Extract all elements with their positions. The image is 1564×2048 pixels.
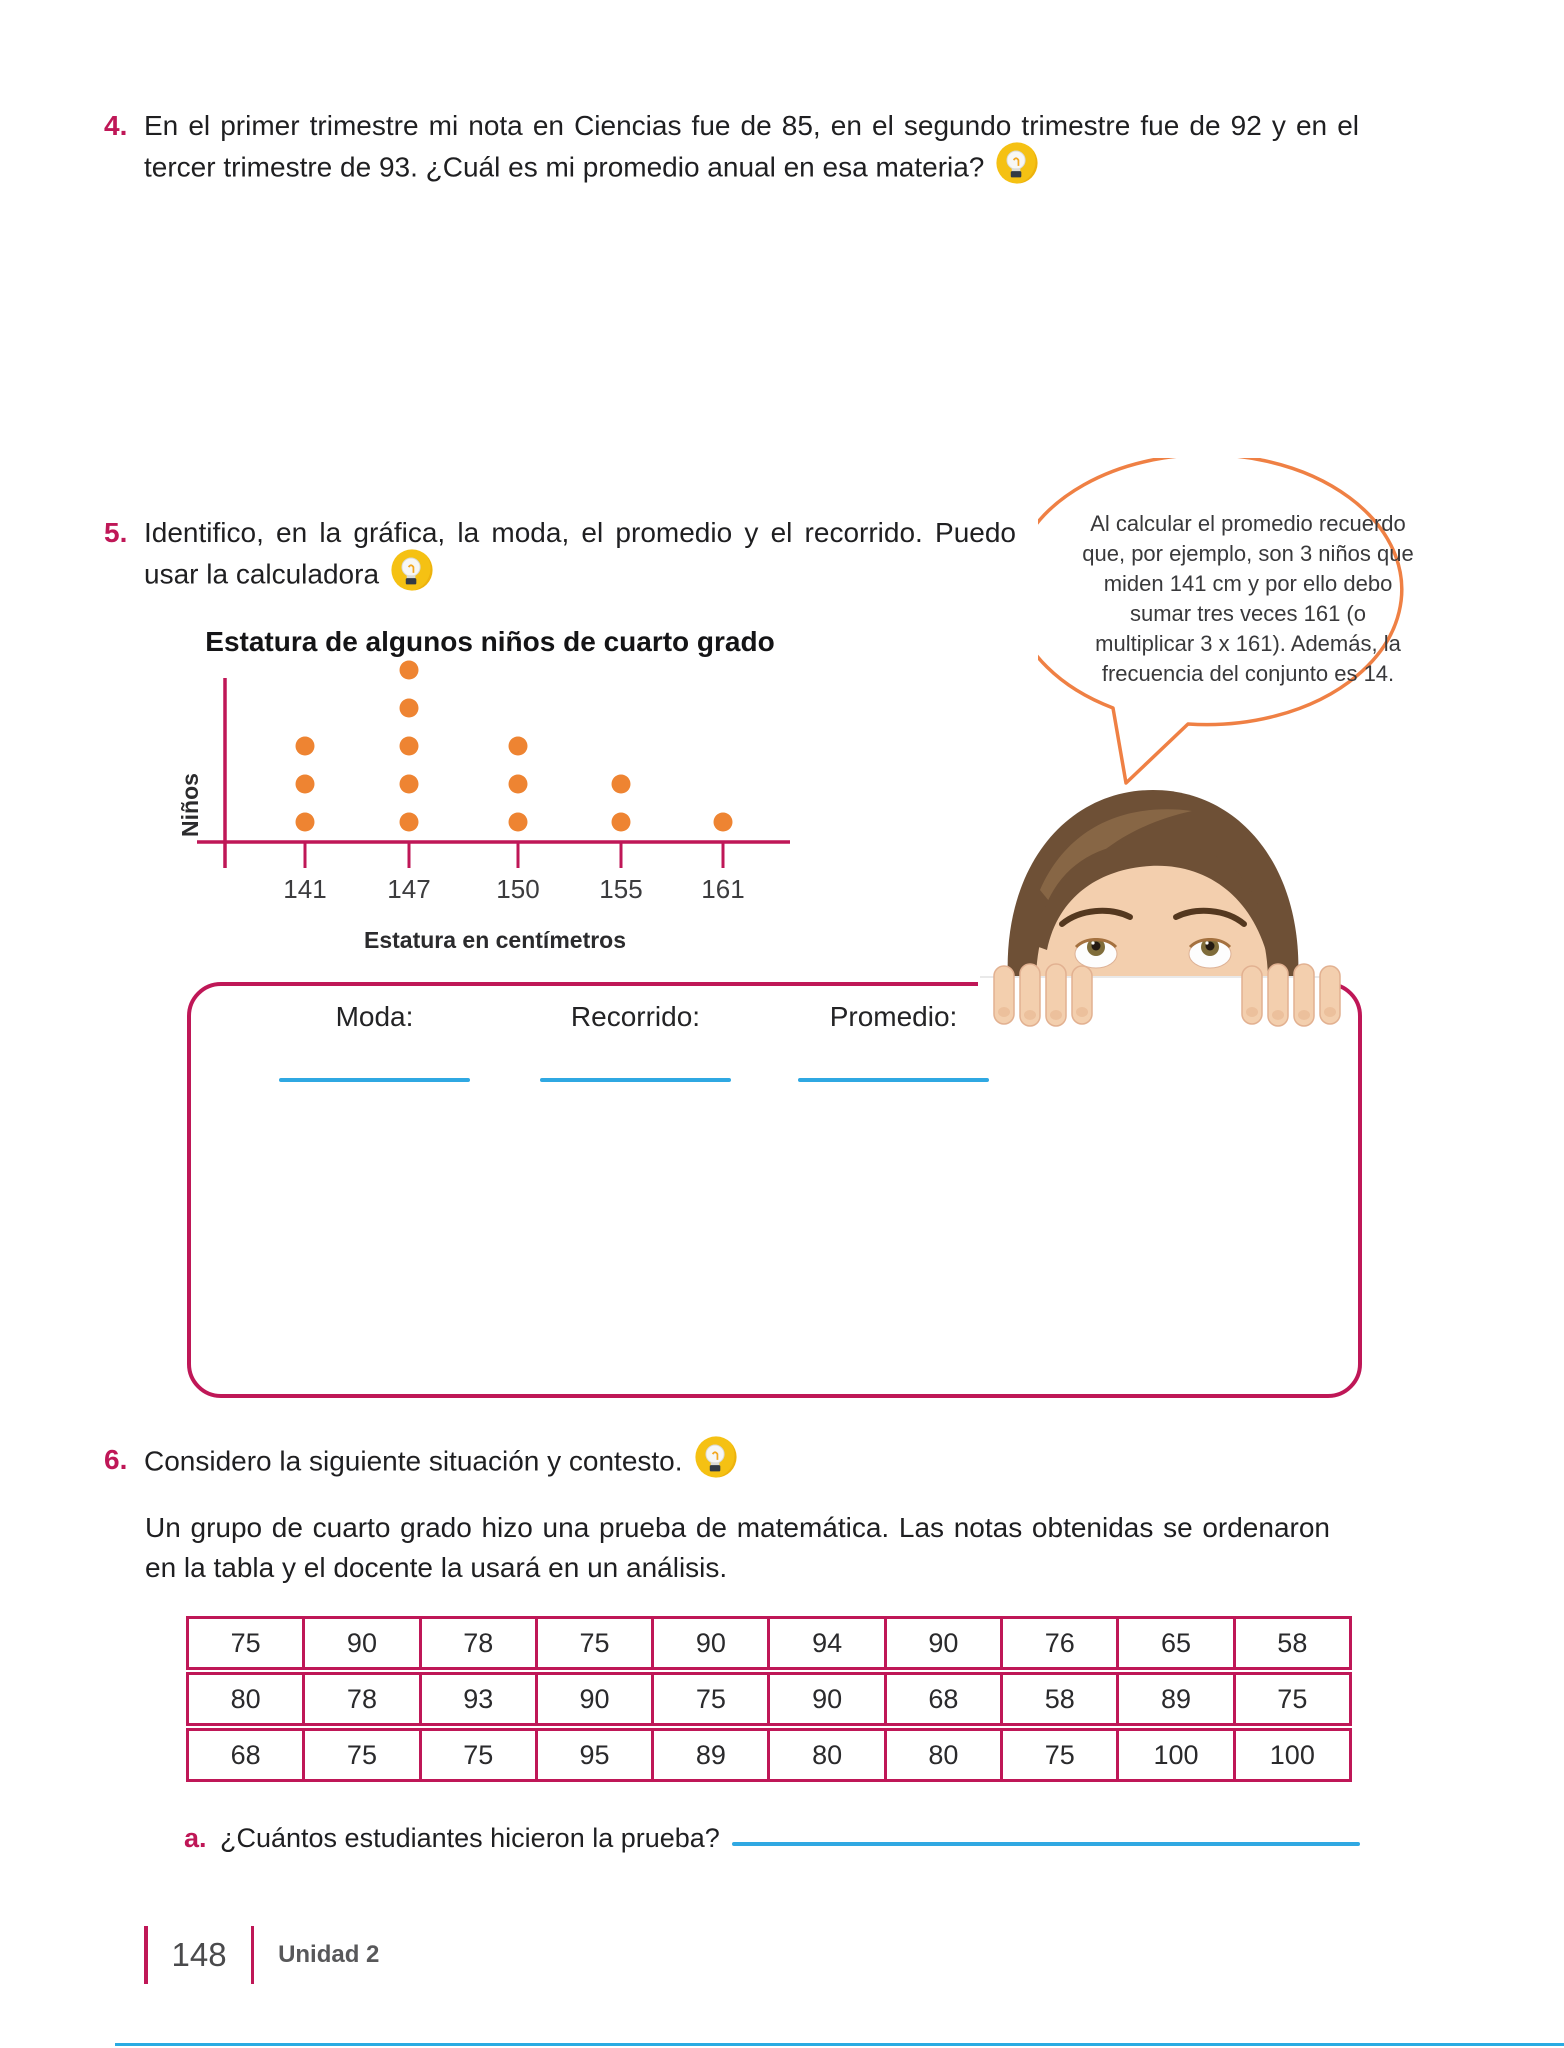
score-cell: 89 — [1119, 1675, 1235, 1723]
score-cell: 78 — [422, 1619, 538, 1667]
lightbulb-icon — [693, 1434, 739, 1480]
answer-line[interactable] — [279, 1078, 470, 1082]
question-4-text: En el primer trimestre mi nota en Ciencias fue de 85, en el segundo trimestre fue de 92 y en el tercer trimestre de 93. ¿Cuál es mi promedio anual en esa materia? — [144, 106, 1359, 192]
x-tick-label: 150 — [496, 874, 540, 904]
page-number: 148 — [171, 1936, 227, 1973]
question-6 — [104, 1440, 1404, 1486]
score-cell: 58 — [1277, 1628, 1308, 1658]
score-cell: 80 — [189, 1675, 305, 1723]
score-cell: 78 — [305, 1675, 421, 1723]
question-6-number: 6. — [104, 1444, 128, 1475]
question-6-text: Considero la siguiente situación y contesto. — [144, 1440, 739, 1486]
footer-divider — [251, 1926, 255, 1984]
girl-peeking-photo — [950, 770, 1380, 1070]
page-footer — [144, 1926, 379, 1984]
speech-bubble — [1038, 458, 1458, 798]
chart-marks — [283, 661, 744, 905]
field-label: Moda: — [335, 1001, 414, 1032]
chart-dot — [714, 813, 733, 832]
chart-dot — [400, 737, 419, 756]
question-4 — [104, 106, 1404, 192]
score-cell: 80 — [770, 1731, 886, 1779]
field-label: Recorrido: — [570, 1001, 701, 1032]
question-6a-text: ¿Cuántos estudiantes hicieron la prueba? — [220, 1823, 720, 1853]
score-cell: 89 — [654, 1731, 770, 1779]
chart-dot — [509, 737, 528, 756]
chart-dot — [509, 775, 528, 794]
speech-bubble-text: Al calcular el promedio recuerdo que, por ejemplo, son 3 niños que miden 141 cm y por ello debo sumar tres veces 161 (o multiplicar 3 x 161). Además, la frecuencia del conjunto es 14. — [1082, 511, 1414, 686]
chart-dot — [612, 813, 631, 832]
x-tick-label: 155 — [599, 874, 643, 904]
score-cell: 58 — [1003, 1675, 1119, 1723]
answer-line[interactable] — [732, 1842, 1360, 1846]
answer-line[interactable] — [540, 1078, 731, 1082]
chart-dot — [296, 775, 315, 794]
score-cell: 75 — [654, 1675, 770, 1723]
answer-field-moda — [279, 1000, 470, 1082]
lightbulb-icon — [389, 547, 435, 593]
question-6-paragraph: Un grupo de cuarto grado hizo una prueba de matemática. Las notas obtenidas se ordenaron en la tabla y el docente la usará en un análisis. — [145, 1512, 1330, 1583]
table-row — [186, 1616, 1352, 1670]
score-cell: 95 — [538, 1731, 654, 1779]
chart-title: Estatura de algunos niños de cuarto grado — [205, 626, 775, 657]
field-label: Promedio: — [829, 1001, 958, 1032]
unit-label: Unidad 2 — [278, 1941, 380, 1968]
lightbulb-icon — [994, 140, 1040, 186]
question-5-number: 5. — [104, 517, 128, 548]
score-cell: 80 — [887, 1731, 1003, 1779]
score-cell: 93 — [422, 1675, 538, 1723]
x-tick-label: 141 — [283, 874, 327, 904]
y-axis-label: Niños — [177, 773, 203, 837]
chart-dot — [400, 813, 419, 832]
score-cell: 75 — [1277, 1684, 1308, 1714]
score-cell: 68 — [189, 1731, 305, 1779]
score-cell: 90 — [770, 1675, 886, 1723]
answer-field-recorrido — [540, 1000, 731, 1082]
x-axis-label: Estatura en centímetros — [363, 927, 627, 953]
score-cell: 75 — [305, 1731, 421, 1779]
score-cell: 68 — [887, 1675, 1003, 1723]
score-cell: 76 — [1003, 1619, 1119, 1667]
score-cell: 90 — [887, 1619, 1003, 1667]
dot-plot-chart — [150, 655, 830, 970]
score-cell: 90 — [305, 1619, 421, 1667]
question-6a — [184, 1818, 1360, 1858]
score-cell: 100 — [1269, 1740, 1315, 1770]
score-cell: 75 — [538, 1619, 654, 1667]
score-cell: 75 — [422, 1731, 538, 1779]
score-cell: 75 — [1003, 1731, 1119, 1779]
chart-dot — [296, 813, 315, 832]
score-cell: 65 — [1119, 1619, 1235, 1667]
score-cell: 90 — [654, 1619, 770, 1667]
question-5-text: Identifico, en la gráfica, la moda, el promedio y el recorrido. Puedo usar la calculadora — [144, 513, 1016, 599]
answer-line[interactable] — [798, 1078, 989, 1082]
chart-dot — [509, 813, 528, 832]
table-row — [186, 1728, 1352, 1782]
chart-dot — [400, 775, 419, 794]
question-5 — [104, 513, 1064, 599]
x-tick-label: 161 — [701, 874, 745, 904]
table-row — [186, 1672, 1352, 1726]
question-6a-letter: a. — [184, 1823, 207, 1853]
x-tick-label: 147 — [387, 874, 431, 904]
score-cell: 100 — [1119, 1731, 1235, 1779]
score-cell: 75 — [189, 1619, 305, 1667]
chart-dot — [612, 775, 631, 794]
question-4-number: 4. — [104, 110, 128, 141]
chart-dot — [296, 737, 315, 756]
score-cell: 90 — [538, 1675, 654, 1723]
chart-dot — [400, 699, 419, 718]
chart-dot — [400, 661, 419, 680]
score-cell: 94 — [770, 1619, 886, 1667]
bottom-rule — [115, 2043, 1564, 2046]
scores-table — [186, 1616, 1352, 1784]
